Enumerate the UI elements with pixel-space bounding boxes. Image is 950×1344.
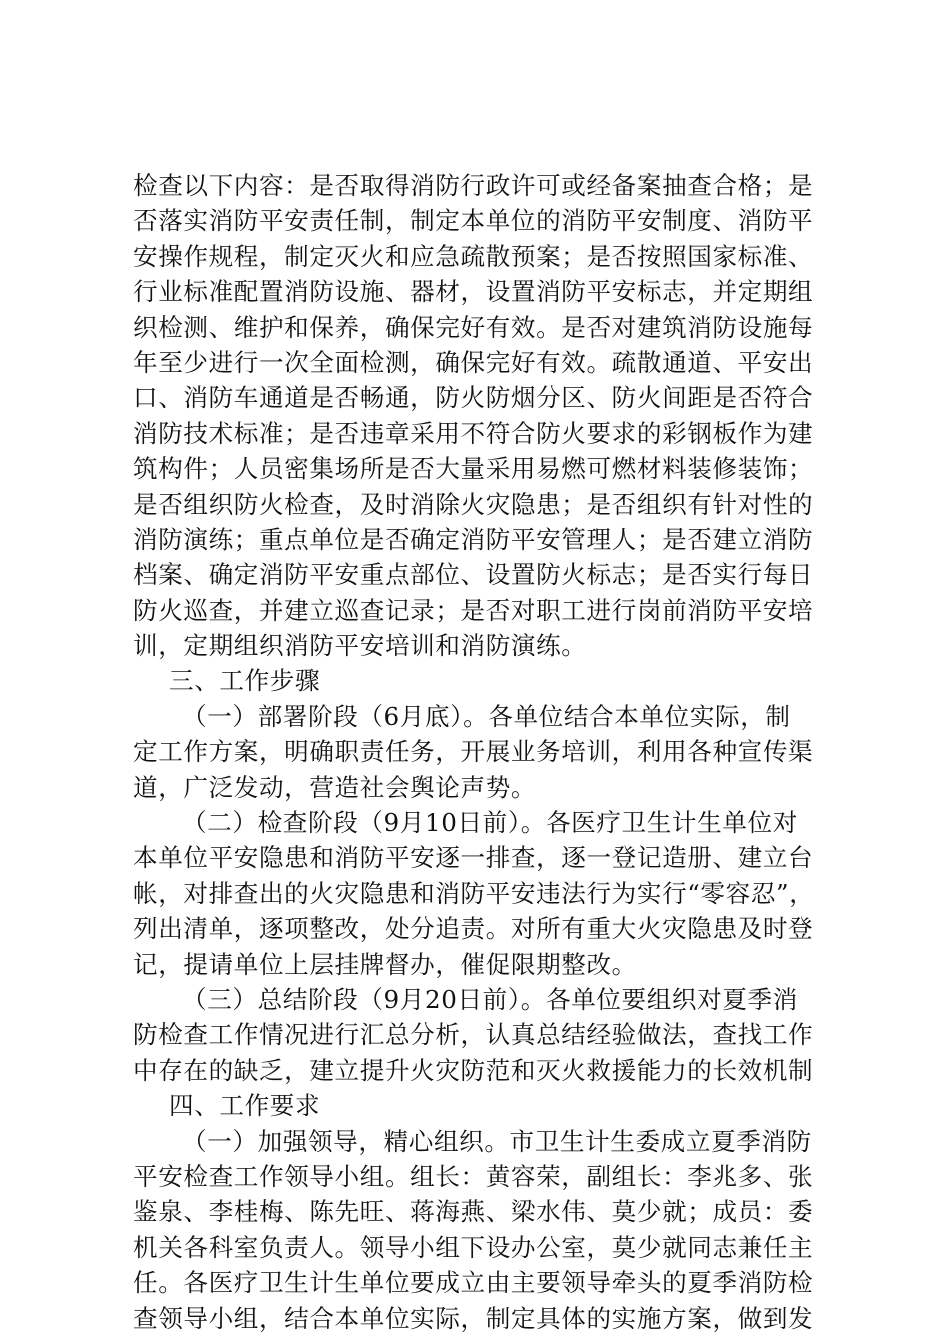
paragraph-line: 口、消防车通道是否畅通，防火防烟分区、防火间距是否符合 <box>133 383 814 413</box>
paragraph-line: 是否组织防火检查，及时消除火灾隐患；是否组织有针对性的 <box>133 489 814 519</box>
paragraph-line: 本单位平安隐患和消防平安逐一排查，逐一登记造册、建立台 <box>133 843 814 873</box>
paragraph-line: 查领导小组，结合本单位实际，制定具体的实施方案，做到发 <box>133 1303 814 1333</box>
paragraph-line: 道，广泛发动，营造社会舆论声势。 <box>133 772 537 802</box>
paragraph-line: 织检测、维护和保养，确保完好有效。是否对建筑消防设施每 <box>133 312 814 342</box>
paragraph-line: 鉴泉、李桂梅、陈先旺、蒋海燕、梁水伟、莫少就；成员：委 <box>133 1197 814 1227</box>
section-heading-work-requirements: 四、工作要求 <box>169 1091 321 1121</box>
paragraph-line: 消防演练；重点单位是否确定消防平安管理人；是否建立消防 <box>133 524 814 554</box>
document-body <box>133 168 823 1336</box>
paragraph-line: （三）总结阶段（9月20日前）。各单位要组织对夏季消 <box>182 984 798 1014</box>
paragraph-line: 帐，对排查出的火灾隐患和消防平安违法行为实行“零容忍”， <box>133 878 815 908</box>
paragraph-line: 训，定期组织消防平安培训和消防演练。 <box>133 631 587 661</box>
paragraph-line: 任。各医疗卫生计生单位要成立由主要领导牵头的夏季消防检 <box>133 1268 814 1298</box>
paragraph-line: 机关各科室负责人。领导小组下设办公室，莫少就同志兼任主 <box>133 1232 814 1262</box>
paragraph-line: 防检查工作情况进行汇总分析，认真总结经验做法，查找工作 <box>133 1020 814 1050</box>
paragraph-line: 筑构件；人员密集场所是否大量采用易燃可燃材料装修装饰； <box>133 454 814 484</box>
paragraph-line: 中存在的缺乏，建立提升火灾防范和灭火救援能力的长效机制 <box>133 1055 814 1085</box>
paragraph-line: 记，提请单位上层挂牌督办，催促限期整改。 <box>133 949 637 979</box>
paragraph-line: 检查以下内容：是否取得消防行政许可或经备案抽查合格；是 <box>133 171 814 200</box>
paragraph-line: 列出清单，逐项整改，处分追责。对所有重大火灾隐患及时登 <box>133 914 814 944</box>
section-heading-work-steps: 三、工作步骤 <box>169 666 321 696</box>
paragraph-line: 平安检查工作领导小组。组长：黄容荣，副组长：李兆多、张 <box>133 1161 814 1191</box>
paragraph-line: （一）部署阶段（6月底）。各单位结合本单位实际，制 <box>182 701 791 731</box>
paragraph-line: 定工作方案，明确职责任务，开展业务培训，利用各种宣传渠 <box>133 737 814 767</box>
paragraph-line: （二）检查阶段（9月10日前）。各医疗卫生计生单位对 <box>182 808 798 838</box>
paragraph-line: 档案、确定消防平安重点部位、设置防火标志；是否实行每日 <box>133 560 814 590</box>
paragraph-line: 消防技术标准；是否违章采用不符合防火要求的彩钢板作为建 <box>133 418 814 448</box>
paragraph-line: 行业标准配置消防设施、器材，设置消防平安标志，并定期组 <box>133 277 814 307</box>
paragraph-line: （一）加强领导，精心组织。市卫生计生委成立夏季消防 <box>182 1126 812 1156</box>
paragraph-line: 防火巡查，并建立巡查记录；是否对职工进行岗前消防平安培 <box>133 595 814 625</box>
paragraph-line: 安操作规程，制定灭火和应急疏散预案；是否按照国家标准、 <box>133 241 814 271</box>
paragraph-line: 否落实消防平安责任制，制定本单位的消防平安制度、消防平 <box>133 206 814 236</box>
paragraph-line: 年至少进行一次全面检测，确保完好有效。疏散通道、平安出 <box>133 347 814 377</box>
